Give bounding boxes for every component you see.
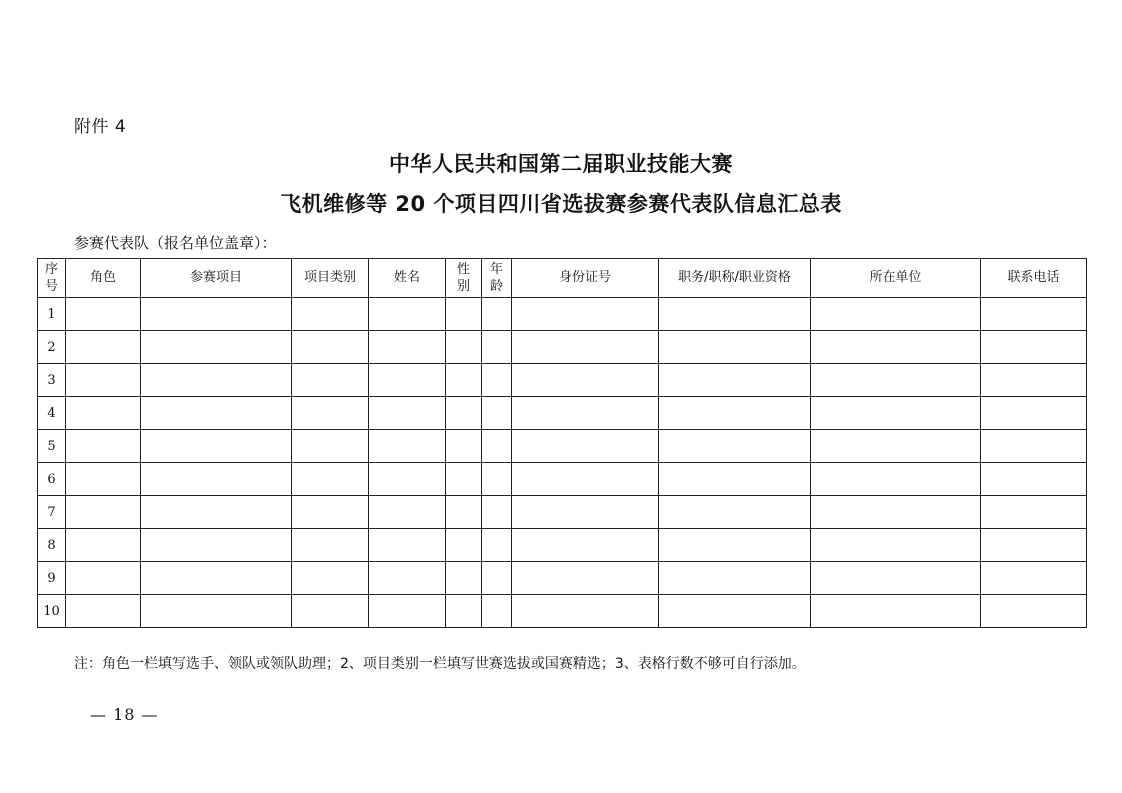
cell-category: [292, 430, 369, 463]
cell-age: [482, 298, 512, 331]
cell-category: [292, 529, 369, 562]
cell-phone: [981, 529, 1087, 562]
cell-gender: [446, 364, 482, 397]
cell-role: [66, 430, 141, 463]
cell-age: [482, 397, 512, 430]
header-position: 职务/职称/职业资格: [659, 259, 811, 298]
table-header-row: [38, 259, 1087, 298]
cell-role: [66, 364, 141, 397]
cell-role: [66, 529, 141, 562]
team-info-table: [37, 258, 1087, 628]
cell-phone: [981, 397, 1087, 430]
cell-category: [292, 496, 369, 529]
cell-id-number: [512, 529, 659, 562]
cell-role: [66, 595, 141, 628]
cell-position: [659, 496, 811, 529]
cell-id-number: [512, 298, 659, 331]
row-seq: 4: [38, 397, 66, 430]
footnote: 注：角色一栏填写选手、领队或领队助理；2、项目类别一栏填写世赛选拔或国赛精选；3、表格行数不够可自行添加。: [74, 656, 806, 672]
cell-phone: [981, 298, 1087, 331]
header-age-label: 年龄: [489, 262, 503, 294]
cell-unit: [811, 595, 981, 628]
cell-project: [141, 397, 292, 430]
cell-category: [292, 364, 369, 397]
document-title-line-2: 飞机维修等 20 个项目四川省选拔赛参赛代表队信息汇总表: [280, 192, 842, 216]
cell-position: [659, 562, 811, 595]
cell-position: [659, 397, 811, 430]
cell-project: [141, 364, 292, 397]
cell-phone: [981, 463, 1087, 496]
table-row: [38, 298, 1087, 331]
cell-id-number: [512, 496, 659, 529]
cell-id-number: [512, 595, 659, 628]
cell-position: [659, 595, 811, 628]
cell-unit: [811, 298, 981, 331]
cell-role: [66, 562, 141, 595]
cell-category: [292, 463, 369, 496]
row-seq: 1: [38, 298, 66, 331]
cell-unit: [811, 397, 981, 430]
cell-gender: [446, 529, 482, 562]
cell-name: [369, 331, 446, 364]
cell-phone: [981, 331, 1087, 364]
row-seq: 10: [38, 595, 66, 628]
cell-unit: [811, 331, 981, 364]
cell-role: [66, 298, 141, 331]
cell-role: [66, 397, 141, 430]
cell-unit: [811, 496, 981, 529]
row-seq: 8: [38, 529, 66, 562]
cell-name: [369, 595, 446, 628]
cell-name: [369, 463, 446, 496]
cell-project: [141, 595, 292, 628]
row-seq: 7: [38, 496, 66, 529]
cell-role: [66, 496, 141, 529]
cell-unit: [811, 529, 981, 562]
cell-project: [141, 298, 292, 331]
cell-project: [141, 430, 292, 463]
cell-position: [659, 364, 811, 397]
header-seq: [38, 259, 66, 298]
cell-phone: [981, 562, 1087, 595]
cell-project: [141, 562, 292, 595]
cell-category: [292, 595, 369, 628]
table-row: [38, 529, 1087, 562]
attachment-label: 附件 4: [74, 117, 127, 137]
cell-gender: [446, 496, 482, 529]
cell-id-number: [512, 397, 659, 430]
cell-project: [141, 529, 292, 562]
header-project: 参赛项目: [141, 259, 292, 298]
cell-age: [482, 364, 512, 397]
cell-unit: [811, 364, 981, 397]
cell-phone: [981, 595, 1087, 628]
header-name: 姓名: [369, 259, 446, 298]
cell-position: [659, 430, 811, 463]
cell-name: [369, 397, 446, 430]
table-row: [38, 463, 1087, 496]
cell-age: [482, 595, 512, 628]
cell-position: [659, 529, 811, 562]
cell-unit: [811, 562, 981, 595]
cell-unit: [811, 463, 981, 496]
table-row: [38, 430, 1087, 463]
document-title-line-1: 中华人民共和国第二届职业技能大赛: [389, 152, 733, 176]
cell-age: [482, 529, 512, 562]
cell-name: [369, 364, 446, 397]
row-seq: 3: [38, 364, 66, 397]
header-phone: 联系电话: [981, 259, 1087, 298]
row-seq: 6: [38, 463, 66, 496]
cell-position: [659, 463, 811, 496]
cell-age: [482, 331, 512, 364]
cell-gender: [446, 298, 482, 331]
cell-category: [292, 397, 369, 430]
cell-id-number: [512, 562, 659, 595]
cell-position: [659, 331, 811, 364]
cell-category: [292, 562, 369, 595]
cell-unit: [811, 430, 981, 463]
cell-project: [141, 331, 292, 364]
cell-position: [659, 298, 811, 331]
header-id-number: 身份证号: [512, 259, 659, 298]
cell-gender: [446, 331, 482, 364]
cell-role: [66, 463, 141, 496]
header-role: 角色: [66, 259, 141, 298]
table-row: [38, 595, 1087, 628]
row-seq: 5: [38, 430, 66, 463]
cell-age: [482, 463, 512, 496]
cell-name: [369, 562, 446, 595]
cell-gender: [446, 463, 482, 496]
cell-project: [141, 496, 292, 529]
header-category: 项目类别: [292, 259, 369, 298]
table-row: [38, 496, 1087, 529]
cell-age: [482, 562, 512, 595]
cell-gender: [446, 562, 482, 595]
cell-phone: [981, 496, 1087, 529]
cell-name: [369, 496, 446, 529]
cell-name: [369, 529, 446, 562]
table-row: [38, 397, 1087, 430]
cell-category: [292, 331, 369, 364]
cell-phone: [981, 430, 1087, 463]
cell-age: [482, 496, 512, 529]
header-age: [482, 259, 512, 298]
row-seq: 9: [38, 562, 66, 595]
team-label: 参赛代表队（报名单位盖章）：: [74, 234, 277, 252]
cell-gender: [446, 430, 482, 463]
page-number: — 18 —: [90, 705, 159, 724]
cell-id-number: [512, 430, 659, 463]
cell-name: [369, 298, 446, 331]
cell-id-number: [512, 364, 659, 397]
header-unit: 所在单位: [811, 259, 981, 298]
cell-gender: [446, 595, 482, 628]
cell-role: [66, 331, 141, 364]
cell-gender: [446, 397, 482, 430]
cell-id-number: [512, 331, 659, 364]
cell-phone: [981, 364, 1087, 397]
cell-name: [369, 430, 446, 463]
header-seq-label: 序号: [44, 262, 58, 294]
cell-age: [482, 430, 512, 463]
row-seq: 2: [38, 331, 66, 364]
table-row: [38, 364, 1087, 397]
cell-project: [141, 463, 292, 496]
header-gender-label: 性别: [456, 262, 470, 294]
table-row: [38, 331, 1087, 364]
header-gender: [446, 259, 482, 298]
cell-category: [292, 298, 369, 331]
table-row: [38, 562, 1087, 595]
cell-id-number: [512, 463, 659, 496]
